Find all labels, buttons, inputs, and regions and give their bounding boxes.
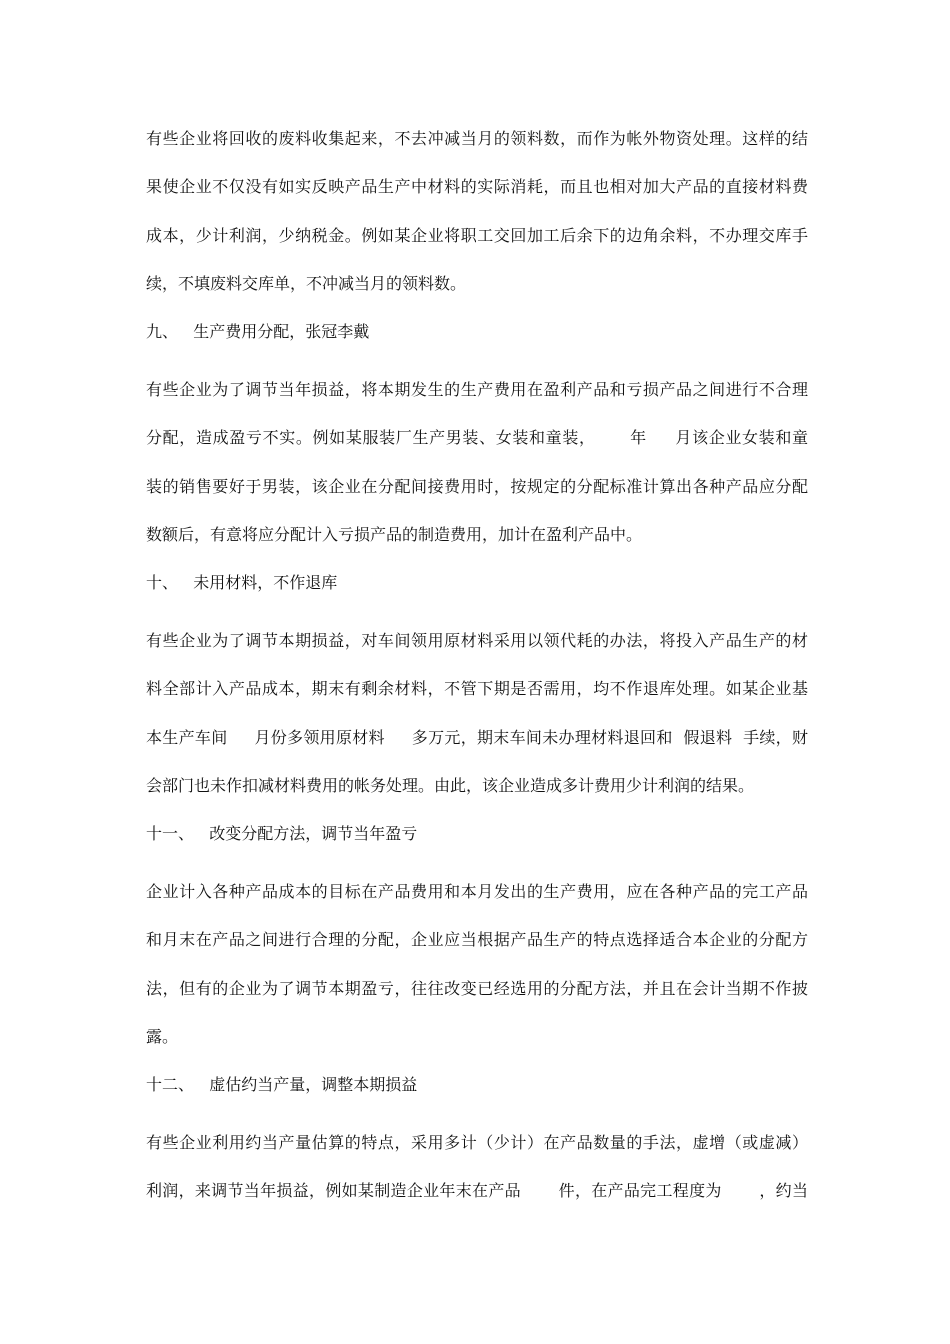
paragraph-line: 会部门也未作扣减材料费用的帐务处理。由此，该企业造成多计费用少计利润的结果。 <box>146 776 755 795</box>
section-heading-11: 十一、 改变分配方法，调节当年盈亏 <box>146 824 418 843</box>
section-heading-9: 九、 生产费用分配，张冠李戴 <box>146 322 370 341</box>
paragraph-line: 成本，少计利润，少纳税金。例如某企业将职工交回加工后余下的边角余料，不办理交库手 <box>146 226 808 245</box>
paragraph-line: 料全部计入产品成本，期末有剩余材料，不管下期是否需用，均不作退库处理。如某企业基 <box>146 679 808 698</box>
paragraph-line: 数额后，有意将应分配计入亏损产品的制造费用，加计在盈利产品中。 <box>146 525 643 544</box>
section-heading-12: 十二、 虚估约当产量，调整本期损益 <box>146 1075 418 1094</box>
paragraph-line: 法，但有的企业为了调节本期盈亏，往往改变已经选用的分配方法，并且在会计当期不作披 <box>146 979 808 998</box>
paragraph-line: 和月末在产品之间进行合理的分配，企业应当根据产品生产的特点选择适合本企业的分配方 <box>146 930 808 949</box>
paragraph-line: 本生产车间 月份多领用原材料 多万元，期末车间未办理材料退回和 假退料 手续，财 <box>146 728 808 747</box>
section-heading-10: 十、 未用材料，不作退库 <box>146 573 338 592</box>
paragraph-line: 装的销售要好于男装，该企业在分配间接费用时，按规定的分配标准计算出各种产品应分配 <box>146 477 808 496</box>
paragraph-line: 企业计入各种产品成本的目标在产品费用和本月发出的生产费用，应在各种产品的完工产品 <box>146 882 808 901</box>
paragraph-line: 续，不填废料交库单，不冲减当月的领料数。 <box>146 274 467 293</box>
paragraph-line: 露。 <box>146 1027 179 1046</box>
paragraph-line: 有些企业利用约当产量估算的特点，采用多计（少计）在产品数量的手法，虚增（或虚减） <box>146 1133 808 1152</box>
paragraph-line: 有些企业为了调节本期损益，对车间领用原材料采用以领代耗的办法，将投入产品生产的材 <box>146 631 808 650</box>
paragraph-line: 有些企业将回收的废料收集起来，不去冲减当月的领料数，而作为帐外物资处理。这样的结 <box>146 129 808 148</box>
paragraph-line: 有些企业为了调节当年损益，将本期发生的生产费用在盈利产品和亏损产品之间进行不合理 <box>146 380 808 399</box>
paragraph-line: 果使企业不仅没有如实反映产品生产中材料的实际消耗，而且也相对加大产品的直接材料费 <box>146 177 808 196</box>
paragraph-line: 分配，造成盈亏不实。例如某服装厂生产男装、女装和童装， 年 月该企业女装和童 <box>146 428 808 447</box>
paragraph-line: 利润，来调节当年损益，例如某制造企业年末在产品 件，在产品完工程度为 ，约当 <box>146 1181 808 1200</box>
